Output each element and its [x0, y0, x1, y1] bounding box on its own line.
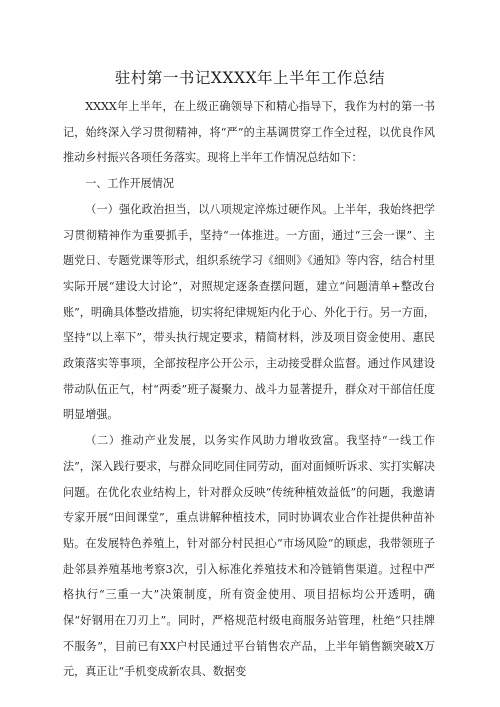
section-heading: 一、工作开展情况	[85, 177, 174, 191]
body-paragraph: （一）强化政治担当，以八项规定淬炼过硬作风。上半年，我始终把学习贯彻精神作为重要抓手，坚持“一体推进。一方面，通过“三会一课”、主题党日、专题党课等形式，组织系统学习《细则》《通知》等内容，结合村里实际开展“建设大讨论”，对照规定逐条查摆问题，建立“问题清单+整改台账”，明确具体整改措施，切实将纪律规矩内化于心、外化于行。另一方面，坚持“以上率下”，带头执行规定要求，精简材料，涉及项目资金使用、惠民政策落实等事项，全部按程序公开公示，主动接受群众监督。通过作风建设带动队伍正气，村“两委”班子凝聚力、战斗力显著提升，群众对干部信任度明显增强。	[63, 202, 435, 422]
document-title: 驻村第一书记XXXX年上半年工作总结	[114, 69, 386, 87]
document-body	[63, 94, 435, 685]
intro-paragraph: XXXX年上半年，在上级正确领导下和精心指导下，我作为村的第一书记，始终深入学习贯彻精神，将“严”的主基调贯穿工作全过程，以优良作风推动乡村振兴各项任务落实。现将上半年工作情况总结如下：	[63, 100, 435, 165]
body-paragraph: （二）推动产业发展，以务实作风助力增收致富。我坚持“一线工作法”，深入践行要求，与群众同吃同住同劳动，面对面倾听诉求、实打实解决问题。在优化农业结构上，针对群众反映“传统种植效益低”的问题，我邀请专家开展“田间课堂”，重点讲解种植技术，同时协调农业合作社提供种苗补贴。在发展特色养殖上，针对部分村民担心“市场风险”的顾虑，我带领班子赴邻县养殖基地考察3次，引入标准化养殖技术和冷链销售渠道。过程中严格执行“三重一大”决策制度，所有资金使用、项目招标均公开透明，确保“好钢用在刀刃上”。同时，严格规范村级电商服务站管理，杜绝“只挂牌不服务”，目前已有XX户村民通过平台销售农产品，上半年销售额突破X万元，真正让“手机变成新农具、数据变	[63, 434, 435, 679]
